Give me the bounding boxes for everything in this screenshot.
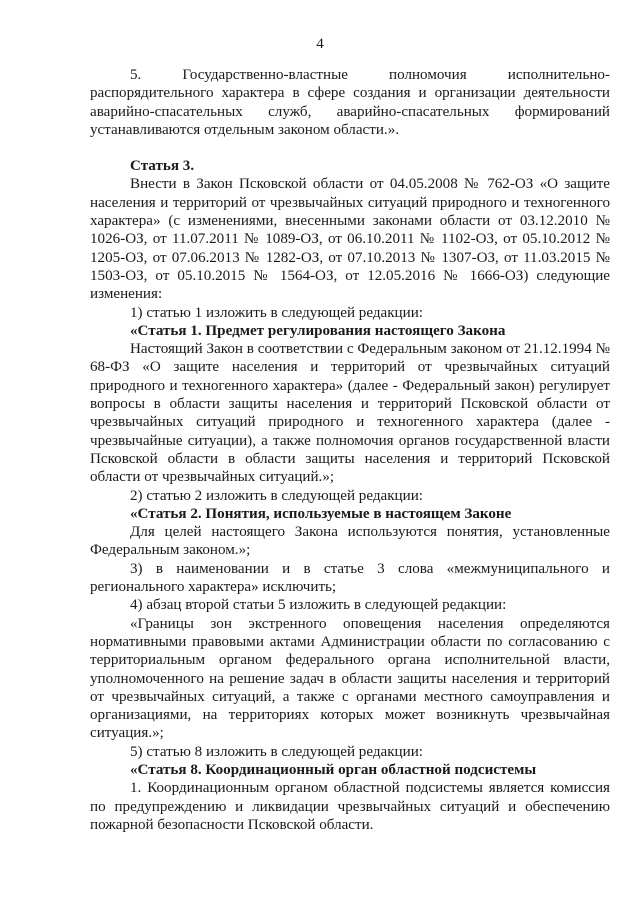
item-2: 2) статью 2 изложить в следующей редакции: [130, 487, 423, 504]
article-5-paragraph-text: «Границы зон экстренного оповещения населения определяются нормативными правовыми актами Администрации области по согласованию с территориальным органом федерального органа исполнительной власти, уполномоченного на решение задач в области защиты населения и территорий от чрезвычайных ситуаций, а также с органами местного самоуправления и организациями, на территориях которых может возникнуть чрезвычайная ситуация.»; [90, 615, 610, 742]
item-1: 1) статью 1 изложить в следующей редакции: [130, 304, 423, 321]
item-4: 4) абзац второй статьи 5 изложить в следующей редакции: [130, 597, 507, 614]
article-2-title: «Статья 2. Понятия, используемые в настоящем Законе [130, 505, 512, 522]
article-1-text: Настоящий Закон в соответствии с Федеральным законом от 21.12.1994 № 68-ФЗ «О защите населения и территорий от чрезвычайных ситуаций природного и техногенного характера» (далее - Федеральный закон) регулирует вопросы в области защиты населения и территорий Псковской области от чрезвычайных ситуаций природного и техногенного характера (далее - чрезвычайные ситуации), а также полномочия органов государственной власти Псковской области в области защиты населения и территорий Псковской области от чрезвычайных ситуаций.»; [90, 341, 610, 486]
article-8-text: 1. Координационным органом областной подсистемы является комиссия по предупреждению и ликвидации чрезвычайных ситуаций и обеспечению пожарной безопасности Псковской области. [90, 780, 610, 833]
article-3-heading: Статья 3. [130, 158, 195, 175]
article-1-title: «Статья 1. Предмет регулирования настоящего Закона [130, 322, 506, 339]
article-8-title: «Статья 8. Координационный орган областной подсистемы [130, 761, 537, 778]
paragraph-5-powers: 5. Государственно-властные полномочия исполнительно-распорядительного характера в сфере создания и организации деятельности аварийно-спасательных служб, аварийно-спасательных формирований устанавливаются отдельным законом области.». [90, 67, 610, 138]
article-2-text: Для целей настоящего Закона используются понятия, установленные Федеральным законом.»; [90, 524, 610, 559]
page-number: 4 [316, 36, 324, 52]
amendment-intro: Внести в Закон Псковской области от 04.05.2008 № 762-ОЗ «О защите населения и территорий от чрезвычайных ситуаций природного и техногенного характера» (с изменениями, внесенными законами области от 03.12.2010 № 1026-ОЗ, от 11.07.2011 № 1089-ОЗ, от 06.10.2011 № 1102-ОЗ, от 05.10.2012 № 1205-ОЗ, от 07.06.2013 № 1282-ОЗ, от 07.10.2013 № 1307-ОЗ, от 11.03.2015 № 1503-ОЗ, от 05.10.2015 № 1564-ОЗ, от 12.05.2016 № 1666-ОЗ) следующие изменения: [90, 176, 610, 303]
spacer [90, 139, 610, 157]
item-3: 3) в наименовании и в статье 3 слова «межмуниципального и регионального характера» исключить; [90, 560, 610, 596]
document-body [90, 66, 610, 834]
item-5: 5) статью 8 изложить в следующей редакции: [130, 743, 423, 760]
